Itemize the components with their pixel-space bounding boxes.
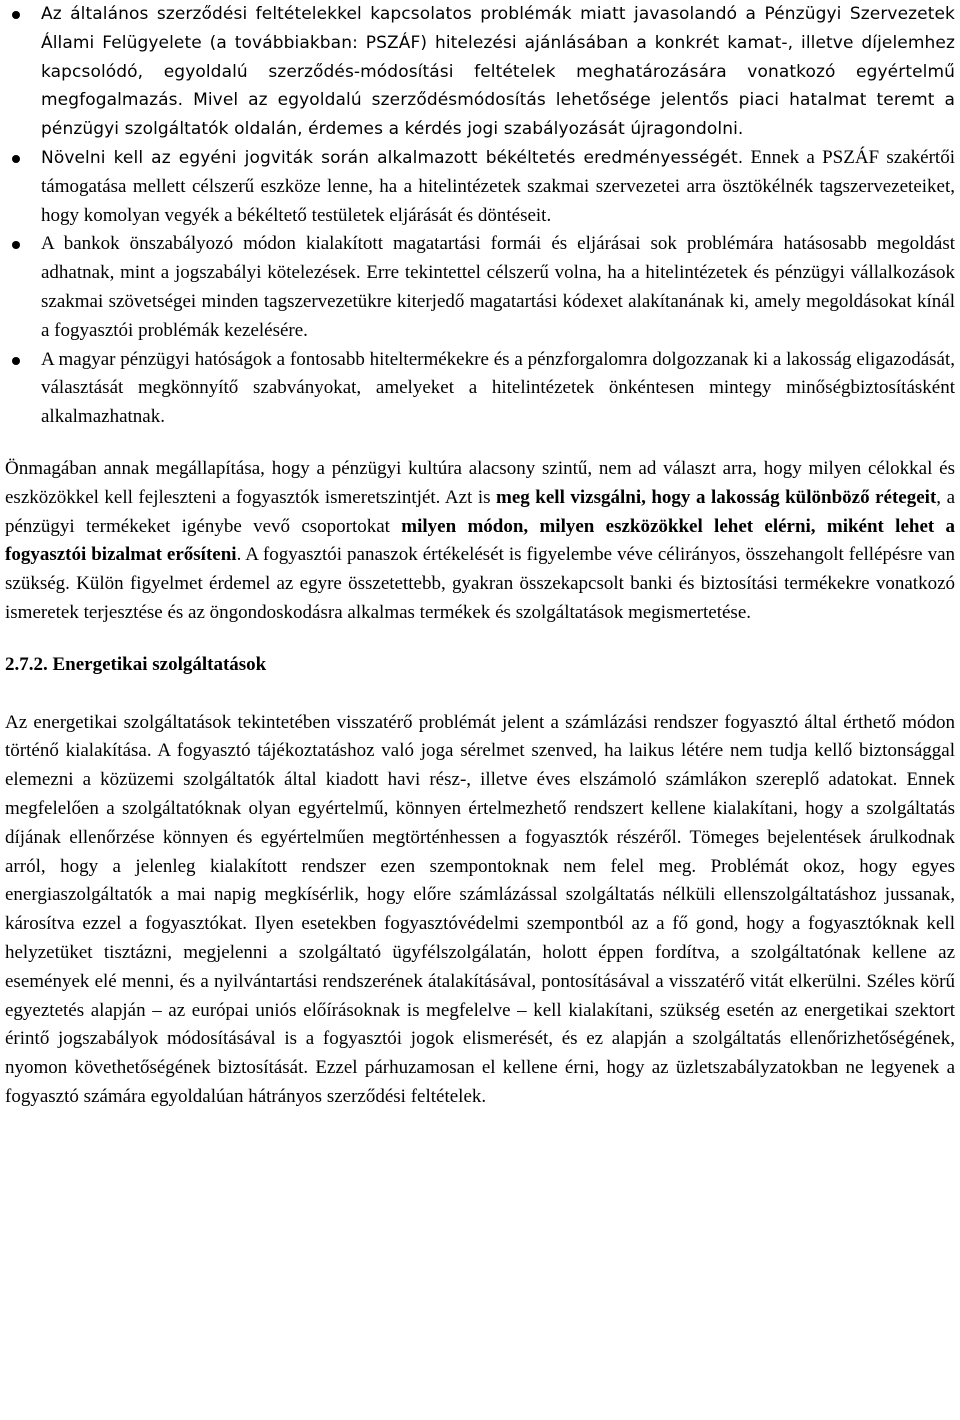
list-item <box>5 346 955 432</box>
list-item-text: Ennek a PSZÁF szakértői támogatása mellett célszerű eszköze lenne, ha a hitelintézetek szakmai szervezetei arra ösztökélnék tagszervezeteiket, hogy komolyan vegyék a békéltető testületek eljárását és döntéseit. <box>41 146 955 226</box>
body-paragraph: Az energetikai szolgáltatások tekintetében visszatérő problémát jelent a számlázási rendszer fogyasztó által érthető módon történő kialakítása. A fogyasztó tájékoztatáshoz való joga sérelmet szenved, ha laikus létére nem tudja kellő biztonsággal elemezni a közüzemi szolgáltatók által kiadott havi rész-, illetve éves elszámoló számlákon szereplő adatokat. Ennek megfelelően a szolgáltatóknak olyan egyértelmű, könnyen értelmezhető rendszert kellene kialakítani, hogy a szolgáltatás díjának ellenőrzése könnyen és egyértelműen megtörténhessen a fogyasztók részéről. Tömeges bejelentések árulkodnak arról, hogy a jelenleg kialakított rendszer ezen szempontoknak nem felel meg. Problémát okoz, hogy egyes energiaszolgáltatók a mai napig megkísérlik, hogy előre számlázással szolgáltatás nélküli ellenszolgáltatáshoz jussanak, károsítva ezzel a fogyasztókat. Ilyen esetekben fogyasztóvédelmi szempontból az a fő gond, hogy a fogyasztóknak kell helyzetüket tisztázni, megjelenni a szolgáltató ügyfélszolgálatán, holott éppen fordítva, a szolgáltatónak kellene az események elé menni, és a nyilvántartási rendszerének átalakításával, pontosításával a visszatérő vitát elkerülni. Széles körű egyeztetés alapján – az európai uniós előírásoknak is megfelelve – kell kialakítani, szükség esetén az energetikai szektort érintő jogszabályok módosításával is a fogyasztói jogok elismerését, és ez alapján a szolgáltatás ellenőrizhetőségének, nyomon követhetőségének biztosítását. Ezzel párhuzamosan el kellene érni, hogy az üzletszabályzatokban ne legyenek a fogyasztó számára egyoldalúan hátrányos szerződési feltételek. <box>5 711 955 1107</box>
list-item-text: A bankok önszabályozó módon kialakított magatartási formái és eljárásai sok problémára hatásosabb megoldást adhatnak, mint a jogszabályi kötelezések. Erre tekintettel célszerű volna, ha a hitelintézetek és pénzügyi vállalkozások szakmai szövetségei minden tagszervezetükre kiterjedő magatartási kódexet alakítanának ki, amely megoldásokat kínál a fogyasztói problémák kezelésére. <box>41 233 955 341</box>
list-item-text: A magyar pénzügyi hatóságok a fontosabb hiteltermékekre és a pénzforgalomra dolgozzanak ki a lakosság eligazodását, választását megkönnyítő szabványokat, amelyeket a hitelintézetek önkéntesen mintegy minőségbiztosításként alkalmazhatnak. <box>41 348 955 428</box>
emphasis-text: milyen módon, milyen eszközökkel lehet elérni, miként lehet a fogyasztói bizalmat erősíteni <box>5 515 955 566</box>
list-item-lead: Növelni kell az egyéni jogviták során alkalmazott békéltetés eredményességét. <box>41 147 744 168</box>
bullet-icon <box>12 357 20 365</box>
list-item <box>5 230 955 345</box>
recommendation-list <box>5 0 955 432</box>
bullet-icon <box>12 11 20 19</box>
section-heading: 2.7.2. Energetikai szolgáltatások <box>5 653 267 675</box>
list-item <box>5 0 955 144</box>
emphasis-text: meg kell vizsgálni, hogy a lakosság különböző rétegeit <box>496 486 937 508</box>
bullet-icon <box>12 241 20 249</box>
list-item <box>5 144 955 230</box>
body-paragraph: Önmagában annak megállapítása, hogy a pénzügyi kultúra alacsony szintű, nem ad választ arra, hogy milyen célokkal és eszközökkel kell fejleszteni a fogyasztók ismeretszintjét. Azt is meg kell vizsgálni, hogy a lakosság különböző rétegeit, a pénzügyi termékeket igénybe vevő csoportokat milyen módon, milyen eszközökkel lehet elérni, miként lehet a fogyasztói bizalmat erősíteni. A fogyasztói panaszok értékelését is figyelembe véve célirányos, összehangolt fellépésre van szükség. Külön figyelmet érdemel az egyre összetettebb, gyakran összekapcsolt banki és biztosítási termékekre vonatkozó ismeretek terjesztése és az öngondoskodásra alkalmas termékek és szolgáltatások megismertetése. <box>5 457 955 623</box>
list-item-text: Az általános szerződési feltételekkel kapcsolatos problémák miatt javasolandó a Pénzügyi Szervezetek Állami Felügyelete (a továbbiakban: PSZÁF) hitelezési ajánlásában a konkrét kamat-, illetve díjelemhez kapcsolódó, egyoldalú szerződés-módosítási feltételek meghatározására vonatkozó egyértelmű megfogalmazás. Mivel az egyoldalú szerződésmódosítás lehetősége jelentős piaci hatalmat teremt a pénzügyi szolgáltatók oldalán, érdemes a kérdés jogi szabályozását újragondolni. <box>41 4 955 140</box>
bullet-icon <box>12 155 20 163</box>
